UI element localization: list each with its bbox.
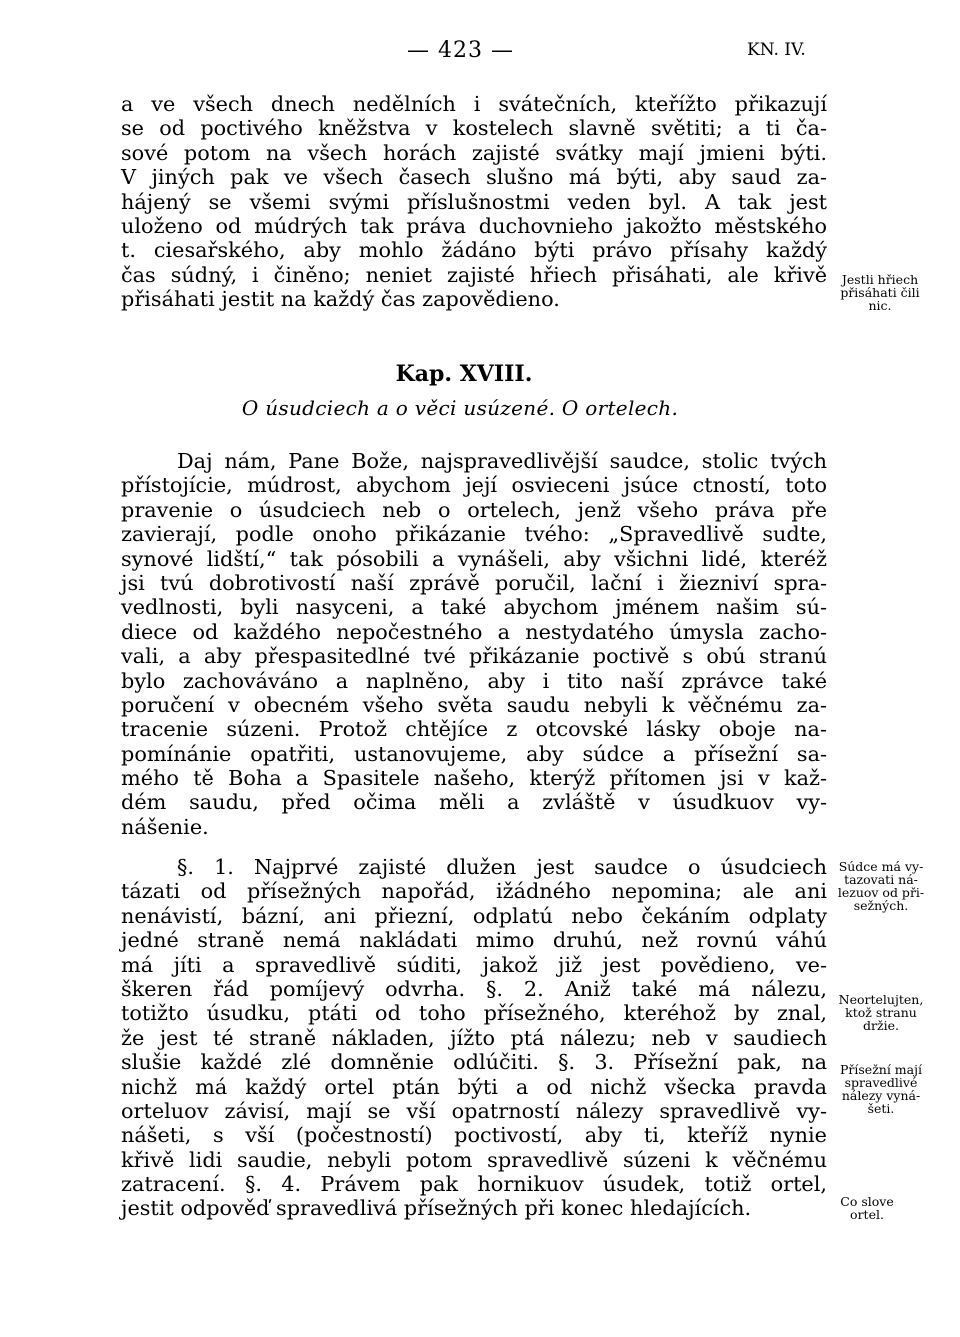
margin-note-line: nálezy vyná- <box>841 1088 921 1103</box>
text-line: bylo zachováváno a naplněno, aby i tito naší zprávce také <box>121 668 827 693</box>
margin-note-line: Přísežní mají <box>840 1062 922 1077</box>
margin-note-line: přisáhati čili <box>840 285 920 300</box>
text-line: sové potom na všech horách zajisté svátky mají jmieni býti. <box>121 140 827 165</box>
text-line: škeren řád pomíjevý odvrha. §. 2. Aniž také má nálezu, <box>121 976 827 1001</box>
text-line: jestit odpověď spravedlivá přísežných při konec hledajících. <box>121 1196 752 1221</box>
chapter-subtitle-text: O úsudciech a o věci usúzené. O ortelech. <box>241 396 679 420</box>
text-line: V jiných pak ve všech časech slušno má býti, aby saud za- <box>121 165 827 190</box>
chapter-subtitle <box>0 396 960 420</box>
margin-note-line: lezuov od při- <box>837 885 925 900</box>
text-line: Daj nám, Pane Bože, najspravedlivější saudce, stolic tvých <box>177 449 827 473</box>
margin-note-line: nic. <box>868 298 892 313</box>
text-line: přístojície, múdrost, abychom její osvieceni jsúce ctností, toto <box>121 473 827 498</box>
text-line: §. 1. Najprvé zajisté dlužen jest saudce o úsudciech <box>177 855 827 879</box>
text-line: vali, a aby přespasitedlné tvé přikázanie poctivě s obú stranú <box>121 644 827 669</box>
text-line: dém saudu, před očima měli a zvláště v úsudkuov vy- <box>121 790 827 815</box>
text-line: totižto úsudku, ptáti od toho přísežného, kteréhož by znal, <box>121 1001 827 1026</box>
text-line: křivě lidi saudie, nebyli potom spravedlivě súzeni k věčnému <box>121 1147 827 1172</box>
margin-note-line: ortel. <box>850 1207 884 1222</box>
text-line: pravenie o úsudciech neb o ortelech, jenž všeho práva pře <box>121 497 827 522</box>
text-line: nichž má každý ortel ptán býti a od nichž všecka pravda <box>121 1074 827 1099</box>
margin-note-line: držie. <box>863 1018 899 1033</box>
margin-note <box>832 993 930 1032</box>
text-line: poručení v obecném všeho světa saudu nebyli k věčnému za- <box>121 692 827 717</box>
margin-note <box>830 273 930 312</box>
text-line: diece od každého nepočestného a nestydatého úmysla zacho- <box>121 619 827 644</box>
text-line: pomínánie opatřiti, ustanovujeme, aby súdce a přísežní sa- <box>121 741 827 766</box>
margin-note-line: ktož stranu <box>845 1005 917 1020</box>
text-line: přisáhati jestit na každý čas zapovědieno. <box>121 287 560 312</box>
main-paragraph <box>121 449 827 839</box>
text-line: mého tě Boha a Spasitele našeho, kterýž přítomen jsi v kaž- <box>121 766 827 791</box>
text-line: má jíti a spravedlivě súditi, jakož již jest povědieno, ve- <box>121 952 827 977</box>
page-header <box>0 38 960 68</box>
chapter-heading-text: Kap. XVIII. <box>395 361 533 387</box>
text-line: a ve všech dnech nedělních i svátečních, kteřížto přikazují <box>121 92 827 116</box>
text-line: že jest té straně nákladen, jížto ptá nálezu; neb v saudiech <box>121 1025 827 1050</box>
text-line: nenávistí, bázní, ani přiezní, odplatú nebo čekáním odplaty <box>121 903 827 928</box>
page-number: — 423 — <box>407 38 514 63</box>
margin-note <box>832 1063 930 1115</box>
chapter-heading <box>0 361 960 387</box>
margin-note-line: sežných. <box>853 898 909 913</box>
text-line: zavierají, podle onoho přikázanie tvého: „Spravedlivě sudte, <box>121 522 827 547</box>
text-line: uloženo od múdrých tak práva duchovnieho jakožto městského <box>121 213 827 238</box>
text-line: jsi tvú dobrotivostí naší zprávě poručil, lační i žiezniví spra- <box>121 570 827 595</box>
margin-note-line: Súdce má vy- <box>838 859 924 874</box>
text-line: jedné straně nemá nakládati mimo druhú, než rovnú váhú <box>121 928 827 953</box>
margin-note <box>832 1195 902 1221</box>
margin-note-line: Co slove <box>840 1194 894 1209</box>
text-line: t. ciesařského, aby mohlo žádáno býti právo přísahy každý <box>121 238 827 263</box>
text-line: vedlnosti, byli nasyceni, a také abychom jménem našim sú- <box>121 595 827 620</box>
margin-note-line: šeti. <box>867 1101 895 1116</box>
text-line: hájený se všemi svými příslušnostmi veden byl. A tak jest <box>121 189 827 214</box>
text-line: zatracení. §. 4. Právem pak hornikuov úsudek, totiž ortel, <box>121 1172 827 1197</box>
text-line: tracenie súzeni. Protož chtějíce z otcovské lásky oboje na- <box>121 717 827 742</box>
text-line: se od poctivého kněžstva v kostelech slavně světiti; a ti ča- <box>121 116 827 141</box>
margin-note-line: Jestli hřiech <box>841 272 919 287</box>
book-reference: KN. IV. <box>747 40 806 60</box>
text-line: nášenie. <box>121 814 209 839</box>
text-line: tázati od přísežných napořád, ižádného nepomina; ale ani <box>121 879 827 904</box>
text-line: nášeti, s vší (počestností) poctivostí, aby ti, kteříž nynie <box>121 1123 827 1148</box>
margin-note-line: Neortelujten, <box>838 992 924 1007</box>
top-paragraph <box>121 92 827 312</box>
text-line: čas súdný, i činěno; neniet zajisté hřiech přisáhati, ale křivě <box>121 262 827 287</box>
section-paragraph <box>121 855 827 1221</box>
margin-note <box>832 860 930 912</box>
text-line: synové lidští,“ tak pósobili a vynášeli, aby všichni lidé, kteréž <box>121 546 827 571</box>
margin-note-line: tazovati ná- <box>844 872 918 887</box>
text-line: orteluov závisí, mají se vší opatrností nálezy spravedlivě vy- <box>121 1098 827 1123</box>
text-line: slušie každé zlé domněnie odlúčiti. §. 3. Přísežní pak, na <box>121 1050 827 1075</box>
margin-note-line: spravedlivé <box>844 1075 918 1090</box>
